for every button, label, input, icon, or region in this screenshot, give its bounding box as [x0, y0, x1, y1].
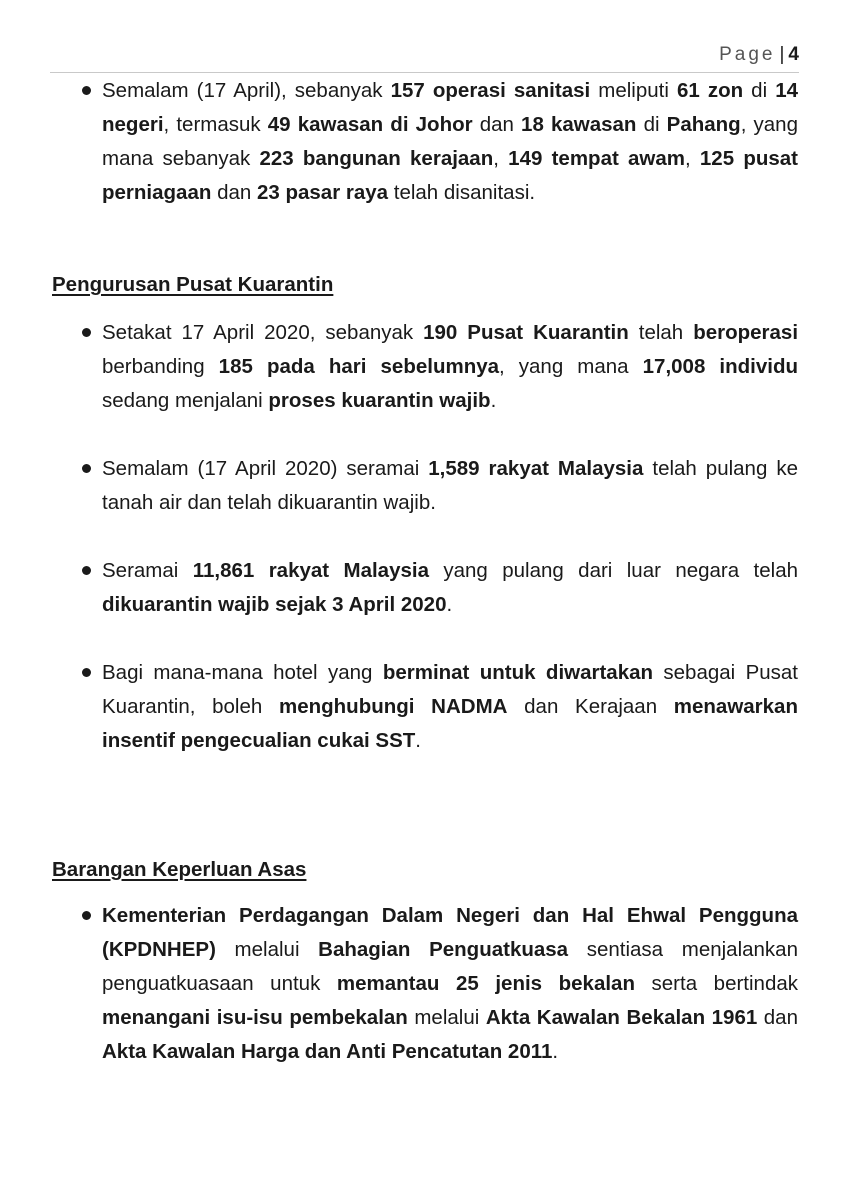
- section-heading-essential-goods: Barangan Keperluan Asas: [52, 858, 307, 881]
- page-header: [719, 44, 799, 66]
- header-divider: [50, 72, 799, 73]
- total-quarantined-bullet: Seramai 11,861 rakyat Malaysia yang pulang dari luar negara telah dikuarantin wajib sejak 3 April 2020.: [52, 554, 798, 622]
- sanitation-bullet-list: [52, 74, 798, 210]
- quarantine-centres-bullet: Setakat 17 April 2020, sebanyak 190 Pusat Kuarantin telah beroperasi berbanding 185 pada hari sebelumnya, yang mana 17,008 individu sedang menjalani proses kuarantin wajib.: [52, 316, 798, 418]
- essential-goods-bullet-list: [52, 899, 798, 1069]
- page-number: 4: [788, 44, 799, 65]
- section-heading-quarantine: Pengurusan Pusat Kuarantin: [52, 273, 334, 296]
- hotel-incentive-bullet: Bagi mana-mana hotel yang berminat untuk diwartakan sebagai Pusat Kuarantin, boleh menghubungi NADMA dan Kerajaan menawarkan insentif pengecualian cukai SST.: [52, 656, 798, 758]
- document-body: [52, 74, 798, 1069]
- returning-citizens-bullet: Semalam (17 April 2020) seramai 1,589 rakyat Malaysia telah pulang ke tanah air dan telah dikuarantin wajib.: [52, 452, 798, 520]
- sanitation-bullet: Semalam (17 April), sebanyak 157 operasi sanitasi meliputi 61 zon di 14 negeri, termasuk 49 kawasan di Johor dan 18 kawasan di Pahang, yang mana sebanyak 223 bangunan kerajaan, 149 tempat awam, 125 pusat perniagaan dan 23 pasar raya telah disanitasi.: [52, 74, 798, 210]
- quarantine-bullet-list: [52, 316, 798, 758]
- page-separator: |: [779, 44, 785, 65]
- kpdnhep-bullet: Kementerian Perdagangan Dalam Negeri dan Hal Ehwal Pengguna (KPDNHEP) melalui Bahagian Penguatkuasa sentiasa menjalankan penguatkuasaan untuk memantau 25 jenis bekalan serta bertindak menangani isu-isu pembekalan melalui Akta Kawalan Bekalan 1961 dan Akta Kawalan Harga dan Anti Pencatutan 2011.: [52, 899, 798, 1069]
- page-label: Page: [719, 44, 776, 65]
